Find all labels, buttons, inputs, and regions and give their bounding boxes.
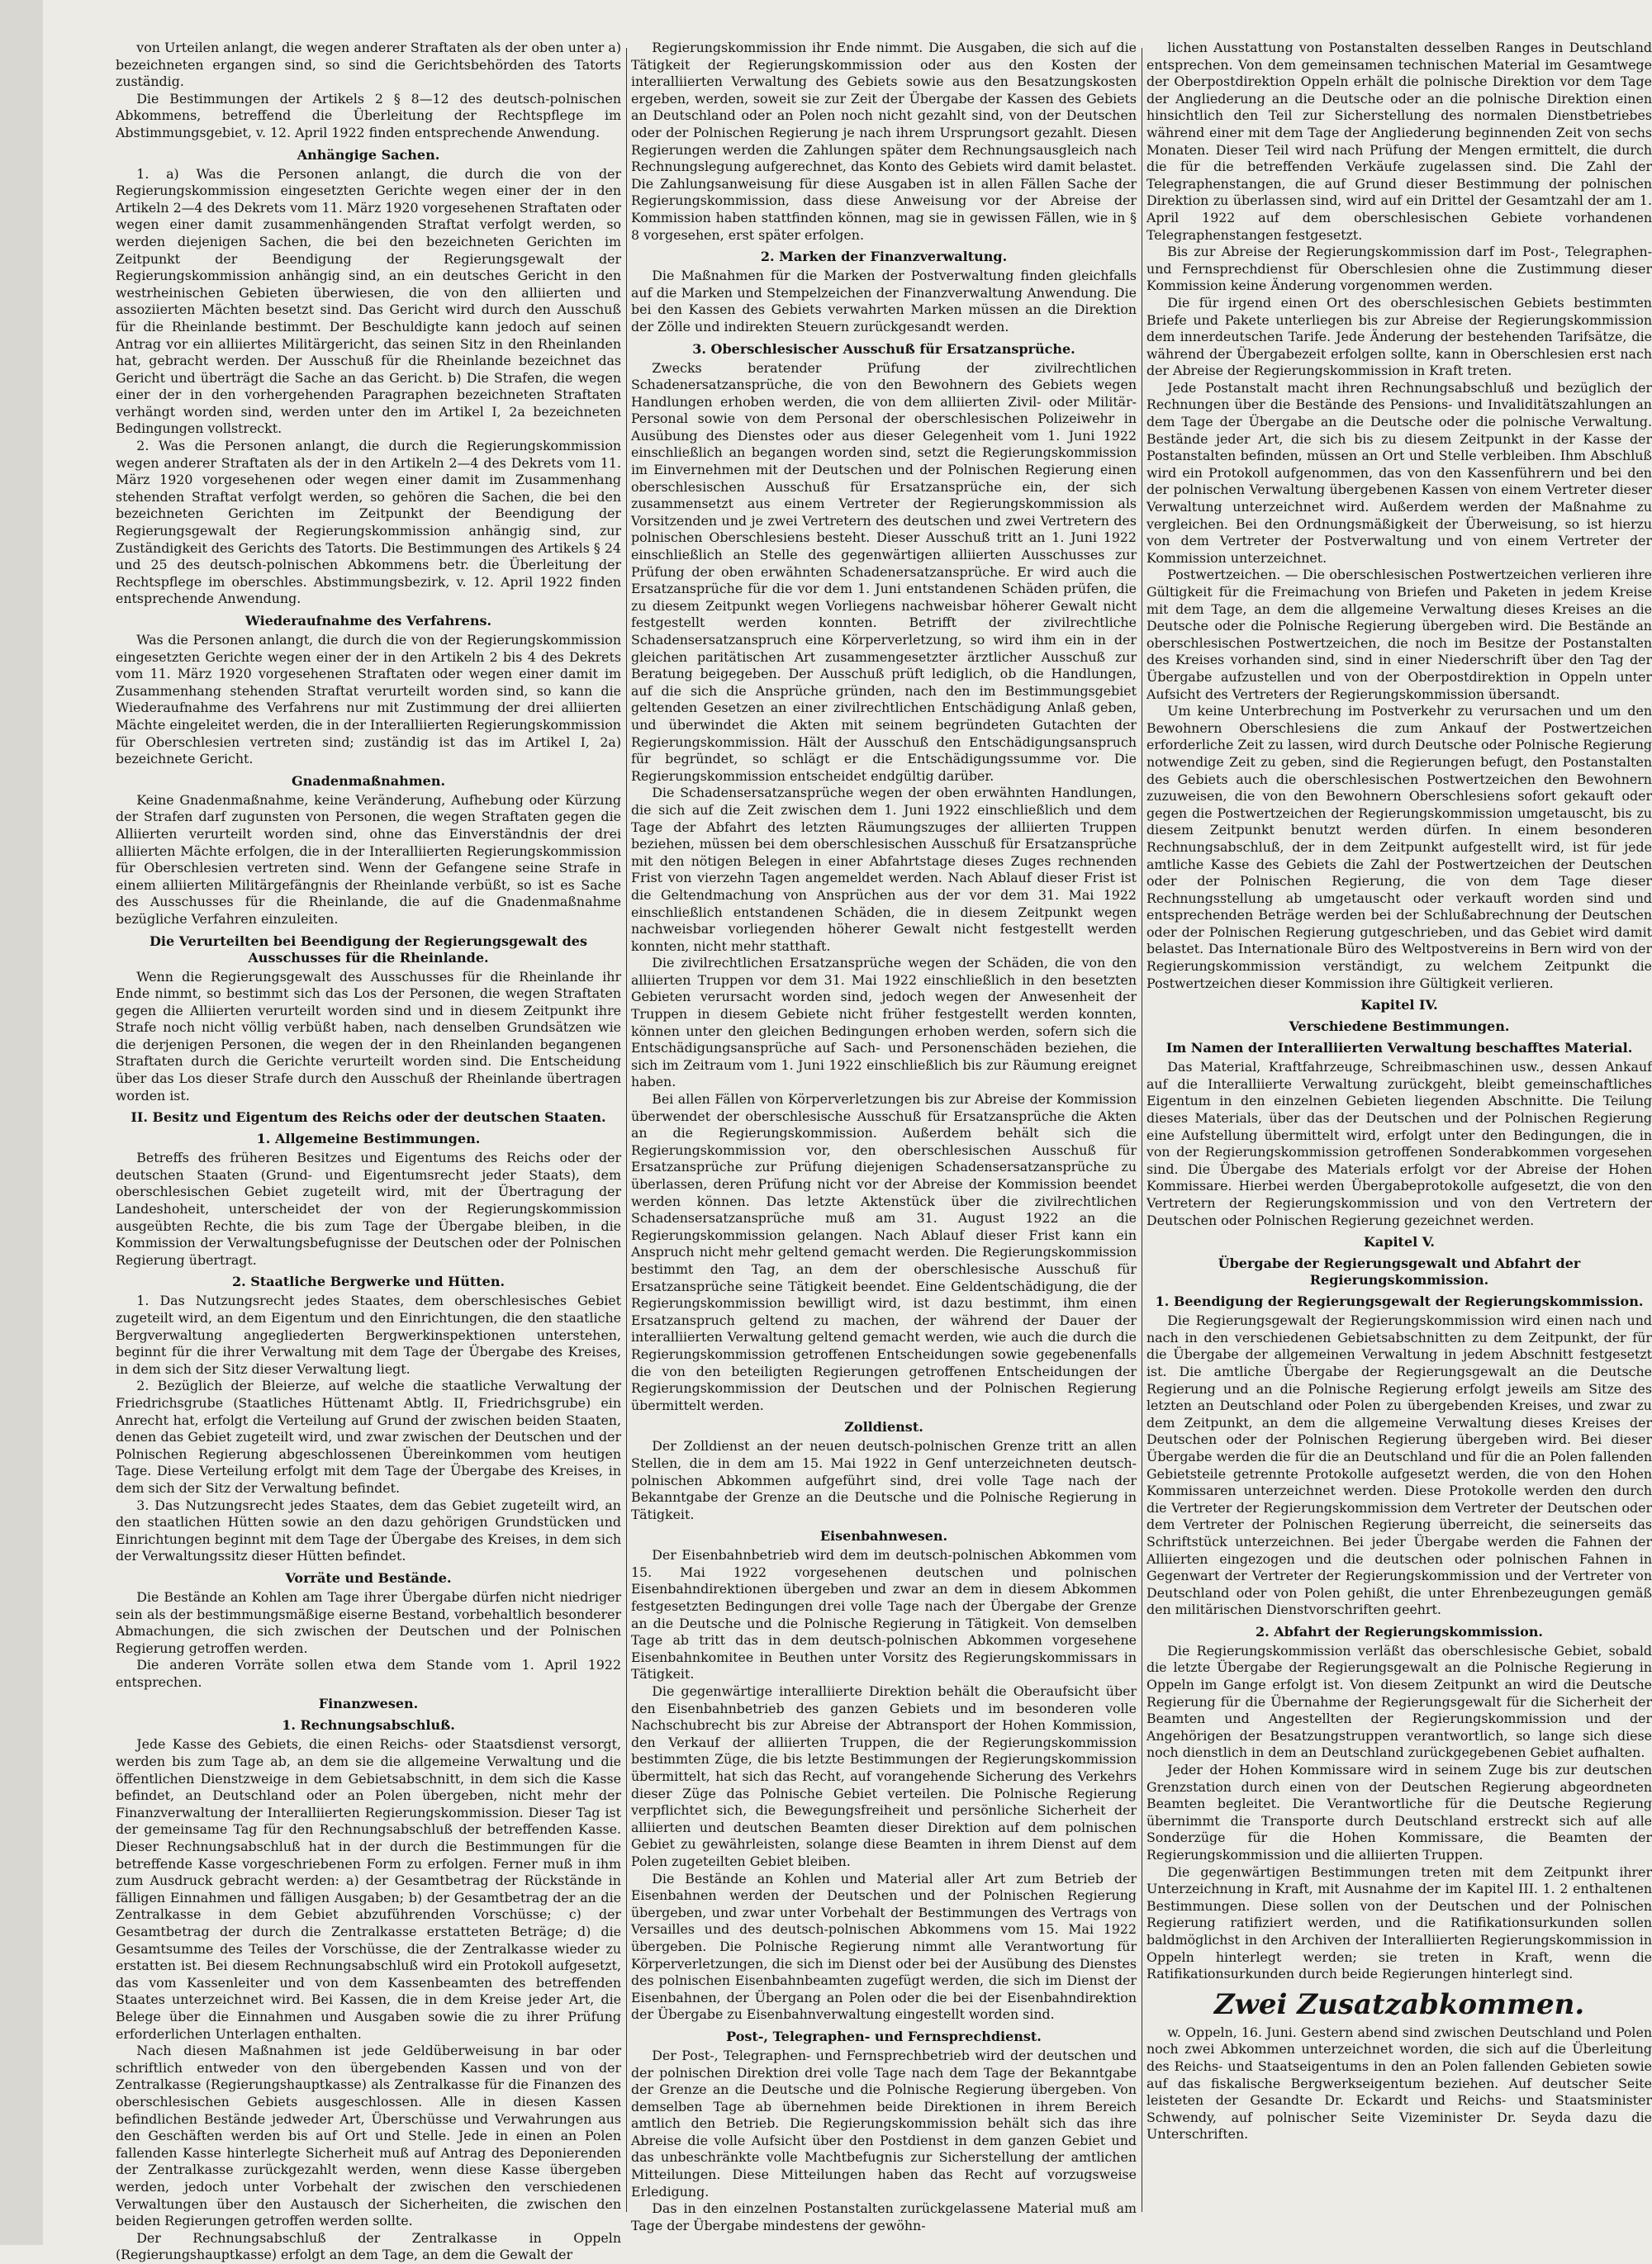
paragraph: lichen Ausstattung von Postanstalten desselben Ranges in Deutschland entsprechen. Von dem gemeinsamen technischen Material im Gesamtwege der Oberpostdirektion Oppeln erhält die polnische Direktion vor dem Tage der Angliederung an die Deutsche oder an die polnische Direktion einen hinsichtlich den Teil zur Sicherstellung des normalen Dienstbetriebes während einer mit dem Tage der Angliederung beginnenden Zeit von sechs Monaten. Dieser Teil wird nach Prüfung der Mengen ermittelt, die durch die für die betreffenden Verkäufe zugelassen sind. Die Zahl der Telegraphenstangen, die auf Grund dieser Bestimmung der polnischen Direktion zu überlassen sind, wird auf ein Drittel der Gesamtzahl der am 1. April 1922 auf dem oberschlesischen Gebiete vorhandenen Telegraphenstangen festgesetzt. (1146, 40, 1652, 243)
paragraph: Die Bestände an Kohlen und Material aller Art zum Betrieb der Eisenbahnen werden der Deutschen und der Polnischen Regierung übergeben, und zwar unter Vorbehalt der Bestimmungen des Vertrags von Versailles und des deutsch-polnischen Abkommens vom 15. Mai 1922 übergeben. Die Polnische Regierung nimmt alle Verantwortung für Körperverletzungen, die sich im Dienst oder bei der Ausübung des Dienstes des polnischen Eisenbahnbeamten zugefügt werden, die sich im Dienst der Eisenbahnen, der Übergang an Polen oder die bei der Eisenbahndirektion der Übergabe zu Eisenbahnverwaltung eingestellt worden sind. (631, 1870, 1137, 2023)
paragraph: Bis zur Abreise der Regierungskommission darf im Post-, Telegraphen- und Fernsprechdienst für Oberschlesien ohne die Zustimmung dieser Kommission keine Änderung vorgenommen werden. (1146, 244, 1652, 294)
section-heading: Zolldienst. (844, 1419, 923, 1436)
paragraph: Das Material, Kraftfahrzeuge, Schreibmaschinen usw., dessen Ankauf auf die Interalliierte Verwaltung zurückgeht, bleibt gemeinschaftliches Eigentum in den einzelnen Gebieten liegenden Abschnitte. Die Teilung dieses Materials, über das der Deutschen und der Polnischen Regierung eine Aufstellung übermittelt wird, erfolgt unter den Bedingungen, die in von der Regierungskommission getroffenen Sonderabkommen vorgesehen sind. Die Übergabe des Materials erfolgt vor der Abreise der Hohen Kommissare. Hierbei werden Übergabeprotokolle aufgesetzt, die von den Vertretern der Regierungskommission und von den Vertretern der Deutschen oder Polnischen Regierung gezeichnet werden. (1146, 1059, 1652, 1228)
paragraph: Betreffs des früheren Besitzes und Eigentums des Reichs oder der deutschen Staaten (Grund- und Eigentumsrecht jeder Staats), dem oberschlesischen Gebiet zugeteilt wird, mit der Übertragung der Landeshoheit, unterscheidet der von der Regierungskommission ausgeübten Rechte, die bis zum Tage der Übergabe bleiben, in die Kommission der Verwaltungsbefugnisse der Deutschen oder der Polnischen Regierung übertragt. (116, 1150, 621, 1268)
section-heading: Im Namen der Interalliierten Verwaltung beschafftes Material. (1165, 1040, 1633, 1056)
section-heading: Gnadenmaßnahmen. (291, 772, 446, 789)
paragraph: Die Bestände an Kohlen am Tage ihrer Übergabe dürfen nicht niedriger sein als der bestimmungsmäßige eiserne Bestand, vorbehaltlich besonderer Abmachungen, die sich zwischen der Deutschen und der Polnischen Regierung getroffen werden. (116, 1588, 621, 1656)
paragraph: w. Oppeln, 16. Juni. Gestern abend sind zwischen Deutschland und Polen noch zwei Abkommen unterzeichnet worden, die sich auf die Überleitung des Reichs- und Staatseigentums in den an Polen fallenden Gebieten sowie auf das fiskalische Bergwerkseigentum beziehen. Auf deutscher Seite leisteten der Gesandte Dr. Eckardt und Reichs- und Staatsminister Schwendy, auf polnischer Seite Vizeminister Dr. Seyda dazu die Unterschriften. (1146, 2024, 1652, 2143)
paragraph: Jede Kasse des Gebiets, die einen Reichs- oder Staatsdienst versorgt, werden bis zum Tage ab, an dem sie die allgemeine Verwaltung und die öffentlichen Dienstzweige in dem Gebietsabschnitt, in dem sich die Kasse befindet, an Deutschland oder an Polen übergeben, nicht mehr der Finanzverwaltung der Interalliierten Regierungskommission. Dieser Tag ist der gemeinsame Tag für den Rechnungsabschluß der betreffenden Kasse. Dieser Rechnungsabschluß hat in der durch die Bestimmungen für die betreffende Kasse vorgeschriebenen Form zu erfolgen. Ferner muß in ihm zum Ausdruck gebracht werden: a) der Gesamtbetrag der Rückstände in fälligen Einnahmen und fälligen Ausgaben; b) der Gesamtbetrag der an die Zentralkasse in dem Gebiet abzuführenden Vorschüsse; c) der Gesamtbetrag der durch die Zentralkasse erstatteten Beträge; d) die Gesamtsumme des Teiles der Vorschüsse, die der Zentralkasse wieder zu erstatten ist. Bei diesem Rechnungsabschluß wird ein Protokoll aufgesetzt, das vom Kassenleiter und von dem Kassenbeamten des betreffenden Staates unterzeichnet wird. Bei Kassen, die in dem Kreise jeder Art, die Belege über die Einnahmen und Ausgaben sowie die zu ihrer Prüfung erforderlichen Unterlagen enthalten. (116, 1736, 621, 2042)
section-heading: Kapitel V. (1364, 1234, 1435, 1251)
paragraph: Was die Personen anlangt, die durch die von der Regierungskommission eingesetzten Gerichte wegen einer der in den Artikeln 2 bis 4 des Dekrets vom 11. März 1920 vorgesehenen Straftaten oder wegen einer damit im Zusammenhang stehenden Straftat verurteilt worden sind, so kann die Wiederaufnahme des Verfahrens nur mit Zustimmung der drei alliierten Mächte eingeleitet werden, die in der Interalliierten Regierungskommission für Oberschlesien vertreten sind; zuständig ist das im Artikel I, 2a) bezeichnete Gericht. (116, 632, 621, 767)
paragraph: Wenn die Regierungsgewalt des Ausschusses für die Rheinlande ihr Ende nimmt, so bestimmt sich das Los der Personen, die wegen Straftaten gegen die Alliierten verurteilt worden sind und in diesem Zeitpunkt ihre Strafe noch nicht völlig verbüßt haben, nach denselben Grundsätzen wie die derjenigen Personen, die wegen der in den Rheinlanden begangenen Straftaten durch die Gerichte verurteilt worden sind. Die Entscheidung über das Los dieser Strafe durch den Ausschuß der Rheinlande übertragen worden ist. (116, 968, 621, 1104)
paragraph: Nach diesen Maßnahmen ist jede Geldüberweisung in bar oder schriftlich entweder von den übergebenden Kassen und von der Zentralkasse (Regierungshauptkasse) als Zentralkasse für die Finanzen des oberschlesischen Gebiets ausgeschlossen. Alle in diesen Kassen befindlichen Bestände jedweder Art, Überschüsse und Verwahrungen aus den Geschäften werden bis auf Ort und Stelle. Jede in einen an Polen fallenden Kasse hinterlegte Sicherheit muß auf Antrag des Deponierenden der Zentralkasse zurückgezahlt werden, wenn diese Kasse übergeben werden, jedoch unter Vorbehalt der zwischen den verschiedenen Verwaltungen über den Austausch der Sicherheiten, die zwischen den beiden Regierungen getroffen werden sollte. (116, 2043, 621, 2229)
paragraph: Die Bestimmungen der Artikels 2 § 8—12 des deutsch-polnischen Abkommens, betreffend die Überleitung der Rechtspflege im Abstimmungsgebiet, v. 12. April 1922 finden entsprechende Anwendung. (116, 90, 621, 140)
paragraph: 2. Bezüglich der Bleierze, auf welche die staatliche Verwaltung der Friedrichsgrube (Staatliches Hüttenamt Abtlg. II, Friedrichsgrube) ein Anrecht hat, erfolgt die Verteilung auf Grund der zwischen beiden Staaten, denen das Gebiet zugeteilt wird, und zwar zwischen der Deutschen und der Polnischen Regierung abgeschlossenen Übereinkommen vom heutigen Tage. Diese Verteilung erfolgt mit dem Tage der Übergabe des Kreises, in dem sich der Sitz der Verwaltung befindet. (116, 1378, 621, 1496)
paragraph: Jeder der Hohen Kommissare wird in seinem Zuge bis zur deutschen Grenzstation durch einen von der Deutschen Regierung abgeordneten Beamten begleitet. Die Verantwortliche für die Deutsche Regierung übernimmt die Transporte durch Deutschland erstreckt sich auf alle Sonderzüge für die Hohen Kommissare, die Beamten der Regierungskommission und die alliierten Truppen. (1146, 1762, 1652, 1863)
column-1 (116, 40, 621, 2263)
paragraph: Der Post-, Telegraphen- und Fernsprechbetrieb wird der deutschen und der polnischen Direktion drei volle Tage nach dem Tage der Bekanntgabe der Grenze an die Deutsche und die Polnische Regierung übergeben. Von demselben Tage ab übernehmen beide Direktionen in ihrem Bereich amtlich den Betrieb. Die Regierungskommission behält sich das ihre Abreise die volle Aufsicht über den Postdienst in dem ganzen Gebiet und das unbeschränkte volle Machtbefugnis zur Sicherstellung der amtlichen Mitteilungen. Diese Mitteilungen haben das Recht auf vorzugsweise Erledigung. (631, 2047, 1137, 2200)
paragraph: 1. a) Was die Personen anlangt, die durch die von der Regierungskommission eingesetzten Gerichte wegen einer der in den Artikeln 2—4 des Dekrets vom 11. März 1920 vorgesehenen Straftaten oder wegen einer damit zusammenhängenden Straftat verfolgt werden, so werden diejenigen Sachen, die bei den bezeichneten Gerichten im Zeitpunkt der Beendigung der Regierungsgewalt der Regierungskommission anhängig sind, an ein deutsches Gericht in den westrheinischen Gebieten überwiesen, die von den alliierten und assoziierten Mächten besetzt sind. Das Gericht wird durch den Ausschuß für die Rheinlande bestimmt. Der Beschuldigte kann jedoch auf seinen Antrag vor ein alliiertes Militärgericht, das seinen Sitz in den Rheinlanden hat, gebracht werden. Der Ausschuß für die Rheinlande bezeichnet das Gericht und überträgt die Sache an das Gericht. b) Die Strafen, die wegen einer der in den vorhergehenden Paragraphen bezeichneten Straftaten verhängt worden sind, werden unter den im Artikel I, 2a bezeichneten Bedingungen vollstreckt. (116, 165, 621, 437)
paragraph: Der Rechnungsabschluß der Zentralkasse in Oppeln (Regierungshauptkasse) erfolgt an dem Tage, an dem die Gewalt der (116, 2229, 621, 2263)
section-heading: 2. Staatliche Bergwerke und Hütten. (231, 1274, 506, 1290)
paragraph: Der Eisenbahnbetrieb wird dem im deutsch-polnischen Abkommen vom 15. Mai 1922 vorgesehenen deutschen und polnischen Eisenbahndirektionen übergeben und zwar an dem in diesem Abkommen festgesetzten Bedingungen drei volle Tage nach der Übergabe der Grenze an die Deutsche und die Polnische Regierung in Tätigkeit. Von demselben Tage ab tritt das in dem deutsch-polnischen Abkommen vorgesehene Eisenbahnkomitee in Beuthen unter Vorsitz des Regierungskommissars in Tätigkeit. (631, 1547, 1137, 1683)
column-3 (1146, 40, 1652, 2212)
section-heading: 1. Rechnungsabschluß. (282, 1717, 455, 1734)
paragraph: Bei allen Fällen von Körperverletzungen bis zur Abreise der Kommission überwendet der oberschlesische Ausschuß für Ersatzansprüche die Akten an die Regierungskommission. Außerdem behält sich die Regierungskommission vor, den oberschlesischen Ausschuß für Ersatzansprüche zur Prüfung diejenigen Schadensersatzansprüche zu überlassen, deren Prüfung nicht vor der Abreise der Kommission beendet werden können. Das letzte Aktenstück über die zivilrechtlichen Schadensersatzansprüche muß am 31. August 1922 an die Regierungskommission gelangen. Nach Ablauf dieser Frist kann ein Anspruch nicht mehr geltend gemacht werden. Die Regierungskommission bestimmt den Tag, an dem der oberschlesische Ausschuß für Ersatzansprüche seine Tätigkeit beendet. Eine Geldentschädigung, die der Regierungskommission bewilligt wird, ist dazu bestimmt, ihm einen Ersatzanspruch geltend zu machen, der während der Dauer der interalliierten Verwaltung geltend gemacht werden, wie auch die durch die Regierungskommission getroffenen Entscheidungen sowie gegebenenfalls die von den beteiligten Regierungen getroffenen Entscheidungen der Regierungskommission der Deutschen und der Polnischen Regierung übermittelt werden. (631, 1091, 1137, 1413)
paragraph: Keine Gnadenmaßnahme, keine Veränderung, Aufhebung oder Kürzung der Strafen darf zugunsten von Personen, die wegen Straftaten gegen die Alliierten verurteilt worden sind, ohne das Einverständnis der drei alliierten Mächte erfolgen, die in der Interalliierten Regierungskommission für Oberschlesien vertreten sind. Wenn der Gefangene seine Strafe in einem alliierten Militärgefängnis der Rheinlande verbüßt, so ist es Sache des Ausschusses für die Rheinlande, die auf die Gnadenmaßnahme bezügliche Verfahren einzuleiten. (116, 791, 621, 927)
paragraph: Postwertzeichen. — Die oberschlesischen Postwertzeichen verlieren ihre Gültigkeit für die Freimachung von Briefen und Paketen in jedem Kreise mit dem Tage, an dem die allgemeine Verwaltung dieses Kreises an die Deutsche oder die Polnische Regierung übergeben wird. Die Bestände an oberschlesischen Postwertzeichen, die noch im Besitze der Postanstalten des Kreises vorhanden sind, sind in einer Niederschrift über den Tag der Übergabe aufzustellen und von der Oberpostdirektion in Oppeln unter Aufsicht des Vertreters der Regierungskommission übersandt. (1146, 567, 1652, 702)
paragraph: Die für irgend einen Ort des oberschlesischen Gebiets bestimmten Briefe und Pakete unterliegen bis zur Abreise der Regierungskommission dem innerdeutschen Tarife. Jede Änderung der bestehenden Tarifsätze, die während der Übergabezeit erfolgen sollte, kann in Oberschlesien erst nach der Abreise der Regierungskommission in Kraft treten. (1146, 294, 1652, 379)
paragraph: 3. Das Nutzungsrecht jedes Staates, dem das Gebiet zugeteilt wird, an den staatlichen Hütten sowie an den dazu gehörigen Grundstücken und Einrichtungen beginnt mit dem Tage der Übergabe des Kreises, in dem sich der Verwaltungssitz dieser Hütten befindet. (116, 1497, 621, 1564)
scan-margin (0, 0, 43, 2245)
paragraph: Die zivilrechtlichen Ersatzansprüche wegen der Schäden, die von den alliierten Truppen vor dem 31. Mai 1922 einschließlich in den besetzten Gebieten verursacht worden sind, jedoch wegen der Anwesenheit der Truppen in diesem Gebiete nicht früher festgestellt werden konnten, können unter den gleichen Bedingungen erhoben werden, sofern sich die Entschädigungsansprüche auf Sach- und Personenschäden beziehen, die sich im Zeitraum vom 1. Juni 1922 einschließlich bis zur Räumung ereignet haben. (631, 955, 1137, 1090)
paragraph: von Urteilen anlangt, die wegen anderer Straftaten als der oben unter a) bezeichneten ergangen sind, so sind die Gerichtsbehörden des Tatorts zuständig. (116, 40, 621, 90)
section-heading: Wiederaufnahme des Verfahrens. (244, 613, 492, 629)
paragraph: Die Regierungskommission verläßt das oberschlesische Gebiet, sobald die letzte Übergabe der Regierungsgewalt an die Polnische Regierung in Oppeln im Gange erfolgt ist. Von diesem Zeitpunkt an wird die Deutsche Regierung für die Übernahme der Regierungsgewalt für die Sicherheit der Beamten und Angestellten der Regierungskommission und der Angehörigen der Besatzungstruppen verantwortlich, so lange sich diese noch dienstlich in dem an Deutschland zurückgegebenen Gebiet aufhalten. (1146, 1642, 1652, 1761)
paragraph: 2. Was die Personen anlangt, die durch die Regierungskommission wegen anderer Straftaten als der in den Artikeln 2—4 des Dekrets vom 11. März 1920 vorgesehenen oder wegen einer damit im Zusammenhang stehenden Straftat verfolgt werden, so gehören die Sachen, die bei den bezeichneten Gerichten im Zeitpunkt der Beendigung der Regierungsgewalt der Regierungskommission anhängig sind, zur Zuständigkeit des Gerichts des Tatorts. Die Bestimmungen des Artikels § 24 und 25 des deutsch-polnischen Abkommens betr. die Überleitung der Rechtspflege im oberschles. Abstimmungsbezirk, v. 12. April 1922 finden entsprechende Anwendung. (116, 438, 621, 607)
section-heading: 1. Allgemeine Bestimmungen. (256, 1131, 481, 1147)
paragraph: Regierungskommission ihr Ende nimmt. Die Ausgaben, die sich auf die Tätigkeit der Regierungskommission oder aus den Kosten der interalliierten Verwaltung des Gebiets sowie aus den Besatzungskosten ergeben, werden, soweit sie zur Zeit der Übergabe der Kassen des Gebiets an Deutschland oder an Polen noch nicht gezahlt sind, von der Deutschen oder der Polnischen Regierung je nach ihrem Ursprungsort gezahlt. Diesen Regierungen werden die Zahlungen später dem Rechnungsausgleich nach Rechnungslegung aufgerechnet, das Konto des Gebiets wird damit belastet. Die Zahlungsanweisung für diese Ausgaben ist in allen Fällen Sache der Regierungskommission, dass diese Anweisung vor der Abreise der Kommission haben stattfinden können, mag sie in gewissen Fällen, wie in § 8 vorgesehen, erst später erfolgen. (631, 40, 1137, 243)
section-heading: 2. Abfahrt der Regierungskommission. (1256, 1623, 1543, 1640)
paragraph: Die Regierungsgewalt der Regierungskommission wird einen nach und nach in den verschiedenen Gebietsabschnitten zu dem Zeitpunkt, der für die Übergabe der allgemeinen Verwaltung in jedem Abschnitt festgesetzt ist. Die amtliche Übergabe der Regierungsgewalt an die Deutsche Regierung und an die Polnische Regierung erfolgt jeweils am Sitze des letzten an Deutschland oder Polen zu übergebenden Kreises, und zwar zu dem Zeitpunkt, an dem die allgemeine Verwaltung dieses Kreises der Deutschen oder der Polnischen Regierung übergeben wird. Bei dieser Übergabe werden die für die an Deutschland und für die an Polen fallenden Gebietsteile getrennte Protokolle aufgesetzt werden, die von den Hohen Kommissaren unterzeichnet werden. Diese Protokolle werden den durch die Vertreter der Regierungskommission dem Vertreter der Deutschen oder dem Vertreter der Polnischen Regierung überreicht, die seinerseits das Schriftstück unterzeichnen. Bei jeder Übergabe werden die Fahnen der Alliierten eingezogen und die deutschen oder polnischen Fahnen in Gegenwart der Vertreter der Regierungskommission und der Vertreter von Deutschland oder von Polen gehißt, die unter Ehrenbezeugungen gemäß den militärischen Dienstvorschriften geehrt. (1146, 1312, 1652, 1618)
paragraph: Jede Postanstalt macht ihren Rechnungsabschluß und bezüglich der Rechnungen über die Bestände des Pensions- und Invaliditätszahlungen an dem Tage der Übergabe an die Deutsche oder die polnische Verwaltung. Bestände jeder Art, die sich bis zu diesem Zeitpunkt in der Kasse der Postanstalten befinden, müssen an Ort und Stelle verbleiben. Ihm Abschluß wird ein Protokoll aufgenommen, das von den Kassenführern und bei den der polnischen Verwaltung übergebenen Kassen von einem Vertreter dieser Verwaltung unterzeichnet wird. Außerdem werden der Maßnahme zu vergleichen. Bei den Ordnungsmäßigkeit der Überweisung, so ist hierzu von dem Vertreter der Postverwaltung und von einem Vertreter der Kommission unterzeichnet. (1146, 379, 1652, 566)
column-2 (631, 40, 1137, 2233)
section-heading: Verschiedene Bestimmungen. (1289, 1018, 1510, 1035)
paragraph: Die Schadensersatzansprüche wegen der oben erwähnten Handlungen, die sich auf die Zeit zwischen dem 1. Juni 1922 einschließlich und dem Tage der Abfahrt des letzten Räumungszuges der alliierten Truppen beziehen, müssen bei dem oberschlesischen Ausschuß für Ersatzansprüche mit den nötigen Belegen in einer Abfahrtstage dieses Zuges rechnenden Frist von vierzehn Tagen angemeldet werden. Nach Ablauf dieser Frist ist die Geltendmachung von Ansprüchen aus der vor dem 31. Mai 1922 einschließlich entstandenen Schäden, die in diesem Zeitpunkt wegen nachweisbar vorliegenden höherer Gewalt nicht festgestellt werden konnten, nicht mehr statthaft. (631, 785, 1137, 954)
newspaper-page (99, 40, 1652, 2263)
paragraph: Die anderen Vorräte sollen etwa dem Stande vom 1. April 1922 entsprechen. (116, 1657, 621, 1690)
section-heading: Vorräte und Bestände. (285, 1569, 452, 1586)
section-heading: 1. Beendigung der Regierungsgewalt der Regierungskommission. (1155, 1293, 1644, 1310)
section-heading: Finanzwesen. (318, 1696, 419, 1712)
paragraph: Das in den einzelnen Postanstalten zurückgelassene Material muß am Tage der Übergabe mindestens der gewöhn- (631, 2200, 1137, 2233)
paragraph: 1. Das Nutzungsrecht jedes Staates, dem oberschlesisches Gebiet zugeteilt wird, an dem Eigentum und den Einrichtungen, die den staatliche Bergverwaltung angegliederten Bergwerkinspektionen unterstehen, beginnt für die ihrer Verwaltung mit dem Tage der Übergabe des Kreises, in dem sich der Sitz dieser Verwaltung liegt. (116, 1293, 621, 1377)
section-heading: Kapitel IV. (1360, 997, 1438, 1013)
section-heading: Eisenbahnwesen. (819, 1528, 948, 1545)
section-heading: Die Verurteilten bei Beendigung der Regierungsgewalt des Ausschusses für die Rheinlande. (150, 933, 587, 966)
paragraph: Die gegenwärtigen Bestimmungen treten mit dem Zeitpunkt ihrer Unterzeichnung in Kraft, mit Ausnahme der im Kapitel III. 1. 2 enthaltenen Bestimmungen. Diese sollen von der Deutschen und der Polnischen Regierung ratifiziert werden, und die Ratifikationsurkunden sollen baldmöglichst in den Archiven der Interalliierten Regierungskommission in Oppeln hinterlegt werden; sie treten in Kraft, wenn die Ratifikationsurkunden durch beide Regierungen hinterlegt sind. (1146, 1863, 1652, 1982)
paragraph: Um keine Unterbrechung im Postverkehr zu verursachen und um den Bewohnern Oberschlesiens die zum Ankauf der Postwertzeichen erforderliche Zeit zu lassen, wird durch Deutsche oder Polnische Regierung notwendige Zeit zu geben, sind die Regierungen befugt, den Postanstalten des Gebiets auch die oberschlesischen Postwertzeichen den Bewohnern zuzuweisen, die von den Bewohnern Oberschlesiens sofort gekauft oder gegen die Postwertzeichen der Regierungskommission umgetauscht, bis zu diesem Zeitpunkt benutzt werden dürfen. In einem besonderen Rechnungsabschluß, der in dem Zeitpunkt aufgestellt wird, ist für jede amtliche Kasse des Gebiets die Zahl der Postwertzeichen der Deutschen oder der Polnischen Regierung, die von dem Tage dieser Rechnungsstellung ab umgetauscht oder verkauft worden sind und entsprechenden Beträge werden bei der Schlußabrechnung der Deutschen oder der Polnischen Regierung gutgeschrieben, und das Gebiet wird damit belastet. Das Internationale Büro des Weltpostvereins in Bern wird von der Regierungskommission verständigt, zu welchem Zeitpunkt die Postwertzeichen dieser Kommission ihre Gültigkeit verlieren. (1146, 703, 1652, 991)
paragraph: Der Zolldienst an der neuen deutsch-polnischen Grenze tritt an allen Stellen, die in dem am 15. Mai 1922 in Genf unterzeichneten deutsch-polnischen Abkommen aufgeführt sind, drei volle Tage nach der Bekanntgabe der Grenze an die Deutsche und die Polnische Regierung in Tätigkeit. (631, 1438, 1137, 1522)
article-headline: Zwei Zusatzabkommen. (1213, 1987, 1585, 2021)
section-heading: Post-, Telegraphen- und Fernsprechdienst. (726, 2028, 1042, 2044)
section-heading: Anhängige Sachen. (297, 146, 440, 163)
section-heading: 3. Oberschlesischer Ausschuß für Ersatzansprüche. (692, 340, 1075, 357)
section-heading: II. Besitz und Eigentum des Reichs oder der deutschen Staaten. (131, 1109, 606, 1126)
section-heading: Übergabe der Regierungsgewalt und Abfahrt der Regierungskommission. (1218, 1255, 1581, 1289)
paragraph: Zwecks beratender Prüfung der zivilrechtlichen Schadenersatzansprüche, die von den Bewohnern des Gebiets wegen Handlungen erhoben werden, die von dem alliierten Zivil- oder Militär-Personal sowie von dem Personal der oberschlesischen Polizeiwehr in Ausübung des Dienstes oder aus dieser Gelegenheit vom 1. Juni 1922 einschließlich an begangen worden sind, setzt die Regierungskommission im Einvernehmen mit der Deutschen und der Polnischen Regierung einen oberschlesischen Ausschuß für Ersatzansprüche ein, der sich zusammensetzt aus einem Vertreter der Regierungskommission als Vorsitzenden und je zwei Vertretern des deutschen und zwei Vertretern des polnischen Oberschlesiens besteht. Dieser Ausschuß tritt an 1. Juni 1922 einschließlich an Stelle des gegenwärtigen alliierten Ausschusses zur Prüfung der oben erwähnten Schadenersatzansprüche. Er wird auch die Ersatzansprüche für die vor dem 1. Juni entstandenen Schäden prüfen, die zu diesem Zeitpunkt wegen Vorliegens nachweisbar höherer Gewalt nicht festgestellt werden konnten. Betrifft der zivilrechtliche Schadensersatzanspruch eine Körperverletzung, so wird ihm ein in der gleichen paritätischen Art zusammengesetzter ärztlicher Ausschuß zur Beratung beigegeben. Der Ausschuß prüft lediglich, ob die Handlungen, auf die sich die Ansprüche gründen, nach den im Bestimmungsgebiet geltenden Gesetzen an einer zivilrechtlichen Entschädigung Anlaß geben, und überwindet die Akten mit seinem begründeten Gutachten der Regierungskommission. Hält der Ausschuß den Entschädigungsanspruch für begründet, so schlägt er die Entschädigungssumme vor. Die Regierungskommission entscheidet endgültig darüber. (631, 359, 1137, 784)
column-rule (626, 48, 627, 2212)
paragraph: Die Maßnahmen für die Marken der Postverwaltung finden gleichfalls auf die Marken und Stempelzeichen der Finanzverwaltung Anwendung. Die bei den Kassen des Gebiets verwahrten Marken müssen an die Direktion der Zölle und indirekten Steuern zurückgesandt werden. (631, 268, 1137, 335)
section-heading: 2. Marken der Finanzverwaltung. (760, 249, 1008, 265)
paragraph: Die gegenwärtige interalliierte Direktion behält die Oberaufsicht über den Eisenbahnbetrieb des ganzen Gebiets und im besonderen volle Nachschubrecht bis zur Abreise der Abtransport der Hohen Kommission, den Verkauf der alliierten Truppen, die der Regierungskommission bestimmten Züge, die bis letzte Bestimmungen der Regierungskommission übermittelt, hat sich das Recht, auf vorangehende Sicherung des Verkehrs dieser Züge das Polnische Gebiet verteilen. Die Polnische Regierung verpflichtet sich, die Bewegungsfreiheit und persönliche Sicherheit der alliierten und deutschen Beamten dieser Direktion auf dem polnischen Gebiet zu gewährleisten, solange diese Beamten in ihrem Dienst auf dem Polen zugeteilten Gebiet bleiben. (631, 1683, 1137, 1869)
